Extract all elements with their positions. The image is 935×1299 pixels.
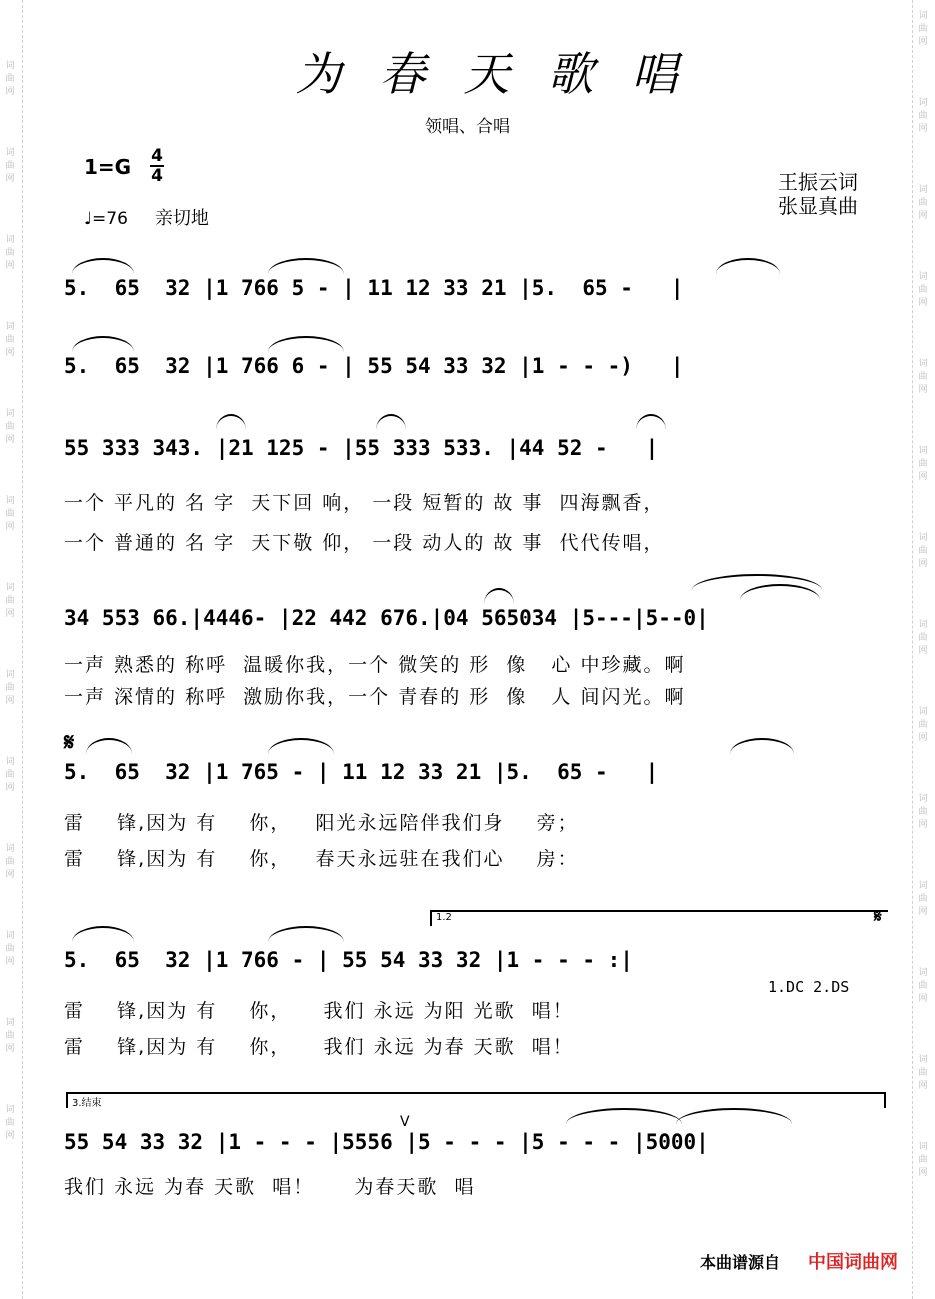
slur [716,258,780,274]
right-watermark: 词曲网 词曲网 词曲网 词曲网 词曲网 词曲网 词曲网 词曲网 词曲网 词曲网 词曲网 词曲网 词曲网 词曲网 [918,11,928,1178]
volta-bracket: 1.2 [430,910,888,926]
lyricist-credit: 王振云词 [778,170,858,194]
song-title: 为春天歌唱 [295,47,716,101]
lyrics-verse-2: 一声 深情的 称呼 激励你我，一个 青春的 形 像 人 间闪光。啊 [64,686,686,708]
segno-sign: 𝄋 [64,728,75,756]
slur [484,588,514,604]
tempo-value: ♩=76 [84,209,128,229]
left-dashed-border [22,0,23,1299]
slur [72,258,134,274]
notation-row-1: 5. 65 32 |1 766 5 - | 11 12 33 21 |5. 65 - | [64,276,684,300]
footer-site-link[interactable]: 中国词曲网 [808,1252,898,1273]
slur [268,258,344,274]
slur [72,336,134,352]
slur [636,414,666,430]
time-signature: 4 4 [151,146,163,186]
slur [268,336,344,352]
tempo-marking [84,204,209,230]
expression-marking: 亲切地 [154,208,209,229]
lyrics-final: 我们 永远 为春 天歌 唱！ 为春天歌 唱 [64,1176,476,1198]
notation-row-6: 5. 65 32 |1 766 - | 55 54 33 32 |1 - - - :| [64,948,633,972]
right-dashed-border [912,0,913,1299]
lyrics-verse-1: 雷 锋,因为 有 你， 我们 永远 为阳 光歌 唱！ [64,1000,574,1022]
slur [216,414,246,430]
slur [86,738,132,754]
lyrics-verse-1: 一个 平凡的 名 字 天下回 响， 一段 短暂的 故 事 四海飘香， [64,492,665,514]
lyrics-verse-2: 一个 普通的 名 字 天下敬 仰， 一段 动人的 故 事 代代传唱， [64,532,665,554]
lyrics-verse-2: 雷 锋,因为 有 你， 我们 永远 为春 天歌 唱！ [64,1036,574,1058]
slur [268,738,334,754]
notation-row-4: 34 553 66.|4446- |22 442 676.|04 565034 |5---|5--0| [64,606,709,630]
key-signature: 1=G [84,155,132,179]
composer-credit: 张显真曲 [778,194,858,218]
slur [730,738,794,754]
notation-row-5: 5. 65 32 |1 765 - | 11 12 33 21 |5. 65 - | [64,760,659,784]
slur [268,926,344,942]
slur [566,1108,682,1124]
slur [676,1108,792,1124]
slur [72,926,134,942]
notation-row-2: 5. 65 32 |1 766 6 - | 55 54 33 32 |1 - - -) | [64,354,684,378]
segno-sign: 𝄋 [874,906,882,927]
notation-row-3: 55 333 343. |21 125 - |55 333 533. |44 52 - | [64,436,659,460]
song-subtitle: 领唱、合唱 [425,117,510,137]
lyrics-verse-1: 一声 熟悉的 称呼 温暖你我，一个 微笑的 形 像 心 中珍藏。啊 [64,654,686,676]
breath-mark: V [400,1114,410,1130]
left-watermark: 词曲网 词曲网 词曲网 词曲网 词曲网 词曲网 词曲网 词曲网 词曲网 词曲网 词曲网 词曲网 词曲网 [5,61,15,1141]
dc-ds-instruction: 1.DC 2.DS [768,978,850,996]
slur [376,414,406,430]
volta-bracket: 3.结束 [66,1092,886,1108]
footer-source: 本曲谱源自 [700,1253,781,1272]
lyrics-verse-2: 雷 锋,因为 有 你， 春天永远驻在我们心 房： [64,848,579,870]
notation-row-7: 55 54 33 32 |1 - - - |5556 |5 - - - |5 - - - |5000| [64,1130,709,1154]
lyrics-verse-1: 雷 锋,因为 有 你， 阳光永远陪伴我们身 旁； [64,812,579,834]
